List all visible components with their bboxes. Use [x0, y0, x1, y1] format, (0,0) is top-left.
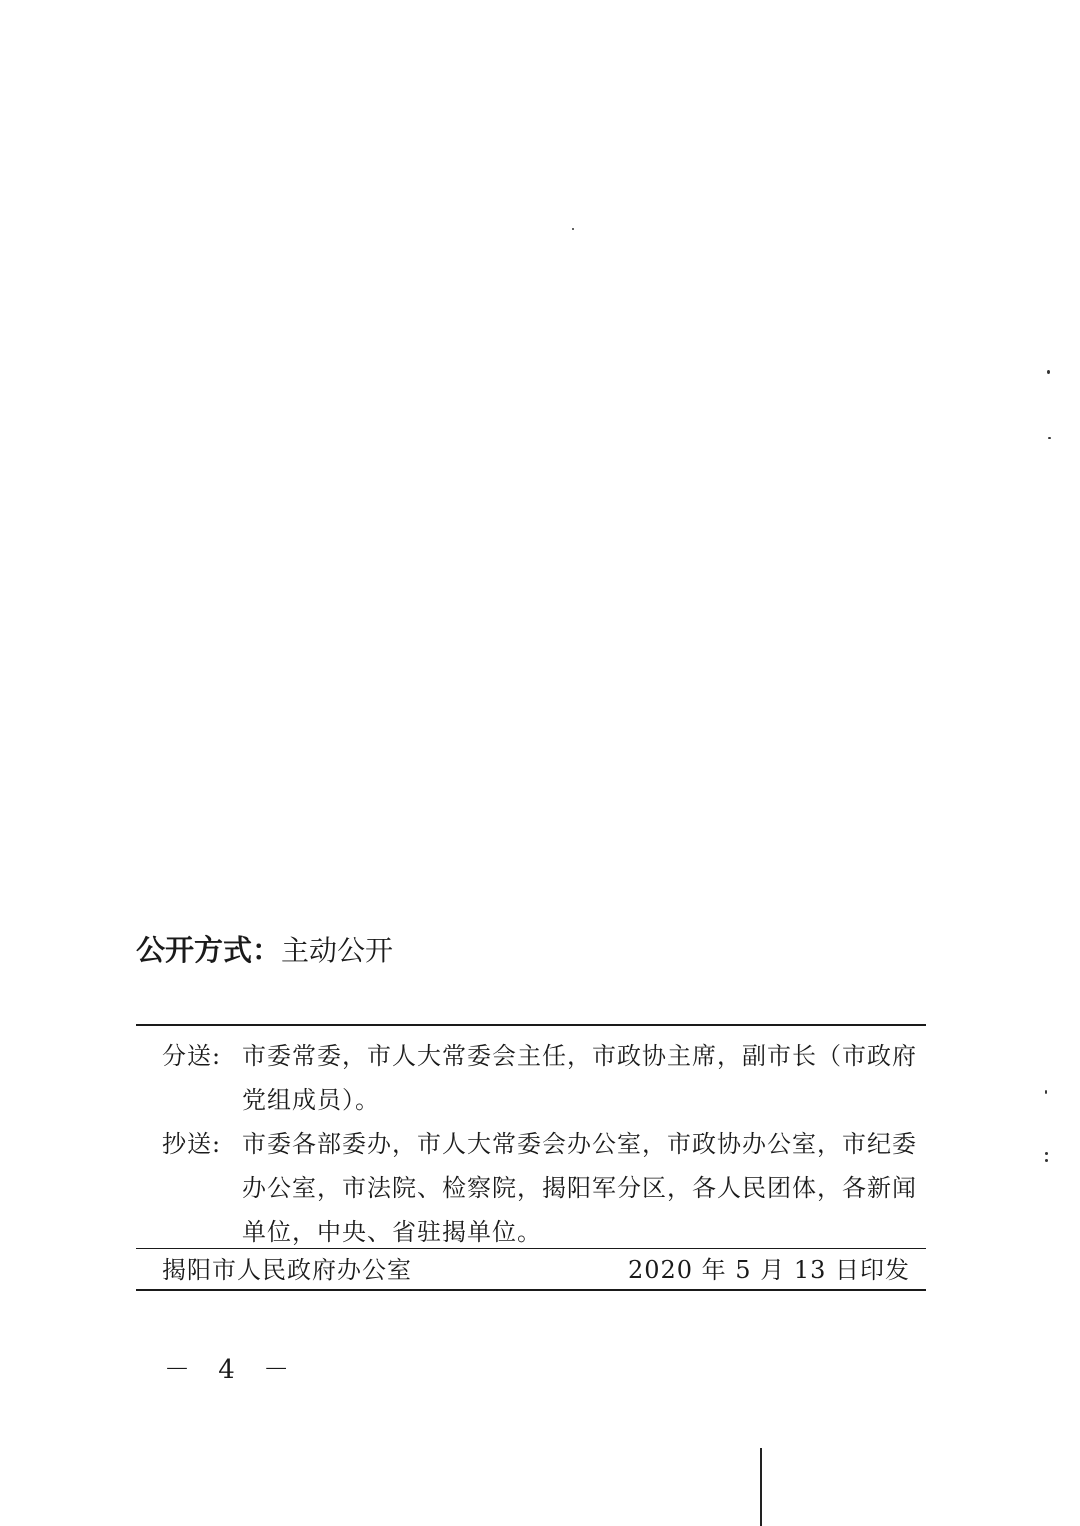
middle-rule: [136, 1248, 926, 1249]
scan-speck: [1045, 1152, 1048, 1155]
page-number: － 4 －: [164, 1355, 300, 1385]
scan-speck: [1047, 370, 1050, 374]
binding-line: [760, 1448, 762, 1526]
copy-to-recipients: 市委各部委办，市人大常委会办公室，市政协办公室，市纪委办公室，市法院、检察院，揭阳军分区，各人民团体，各新闻单位，中央、省驻揭单位。: [242, 1130, 917, 1246]
copy-to-label: 抄送:: [162, 1130, 222, 1158]
disclosure-value: 主动公开: [281, 934, 394, 967]
issue-date: 2020 年 5 月 13 日印发: [627, 1256, 910, 1284]
scan-speck: [1045, 1090, 1047, 1094]
top-rule: [136, 1024, 926, 1026]
disclosure-label: 公开方式：: [136, 933, 282, 967]
send-to-label: 分送:: [162, 1042, 222, 1070]
send-to-block: [162, 1034, 924, 1122]
send-to-recipients: 市委常委，市人大常委会主任，市政协主席，副市长（市政府党组成员）。: [242, 1042, 917, 1114]
issuing-office: 揭阳市人民政府办公室: [162, 1256, 412, 1284]
copy-to-block: [162, 1122, 924, 1254]
scan-speck: [1048, 437, 1051, 439]
disclosure-method: [136, 928, 393, 973]
scan-speck: [572, 228, 574, 230]
bottom-rule: [136, 1289, 926, 1291]
scan-speck: [1045, 1159, 1048, 1162]
